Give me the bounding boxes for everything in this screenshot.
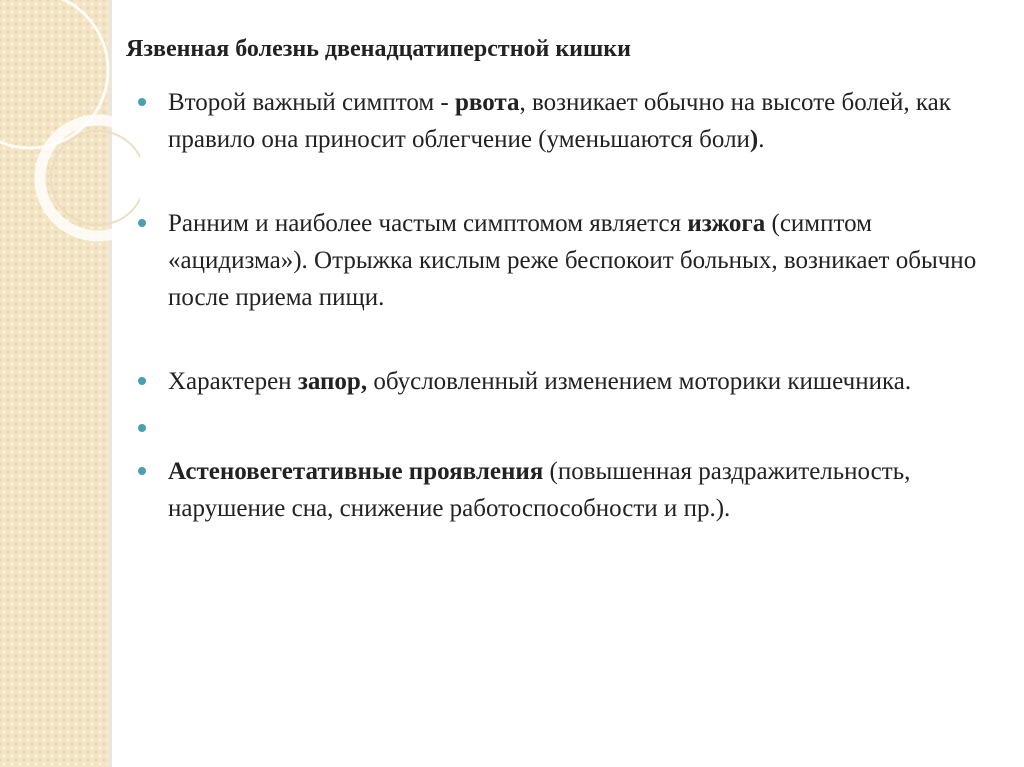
decorative-rings bbox=[0, 0, 140, 300]
bullet-icon bbox=[138, 98, 146, 106]
item-text: , возникает обычно на высоте болей, как правило она приносит облегчение (уменьшаются боли bbox=[168, 89, 951, 153]
list-item bbox=[134, 363, 984, 400]
list-item bbox=[134, 205, 984, 316]
item-text-bold: запор, bbox=[297, 368, 368, 395]
bullet-icon bbox=[138, 467, 146, 475]
slide-title: Язвенная болезнь двенадцатиперстной кишки bbox=[126, 36, 631, 62]
bullet-icon bbox=[138, 377, 146, 385]
item-text: Второй важный симптом - bbox=[168, 89, 455, 116]
item-text: (симптом «ацидизма»). Отрыжка кислым реже беспокоит больных, возникает обычно после приема пищи. bbox=[168, 210, 977, 311]
item-text-bold: Астеновегетативные проявления bbox=[168, 458, 544, 485]
item-text: Ранним и наиболее частым симптомом является bbox=[168, 210, 688, 237]
item-text-bold: ) bbox=[749, 126, 759, 153]
item-text-bold: рвота bbox=[455, 89, 520, 116]
item-text: Характерен bbox=[168, 368, 298, 395]
bullet-list bbox=[134, 84, 984, 527]
list-item bbox=[134, 453, 984, 527]
item-text-bold: изжога bbox=[687, 210, 766, 237]
item-text: обусловленный изменением моторики кишечника. bbox=[367, 368, 912, 395]
bullet-icon bbox=[138, 424, 146, 432]
list-item bbox=[134, 84, 984, 158]
item-text: (повышенная раздражительность, нарушение сна, снижение работоспособности и пр.). bbox=[168, 458, 911, 522]
bullet-icon bbox=[138, 219, 146, 227]
item-text: . bbox=[758, 126, 765, 153]
list-item-empty bbox=[134, 410, 984, 447]
